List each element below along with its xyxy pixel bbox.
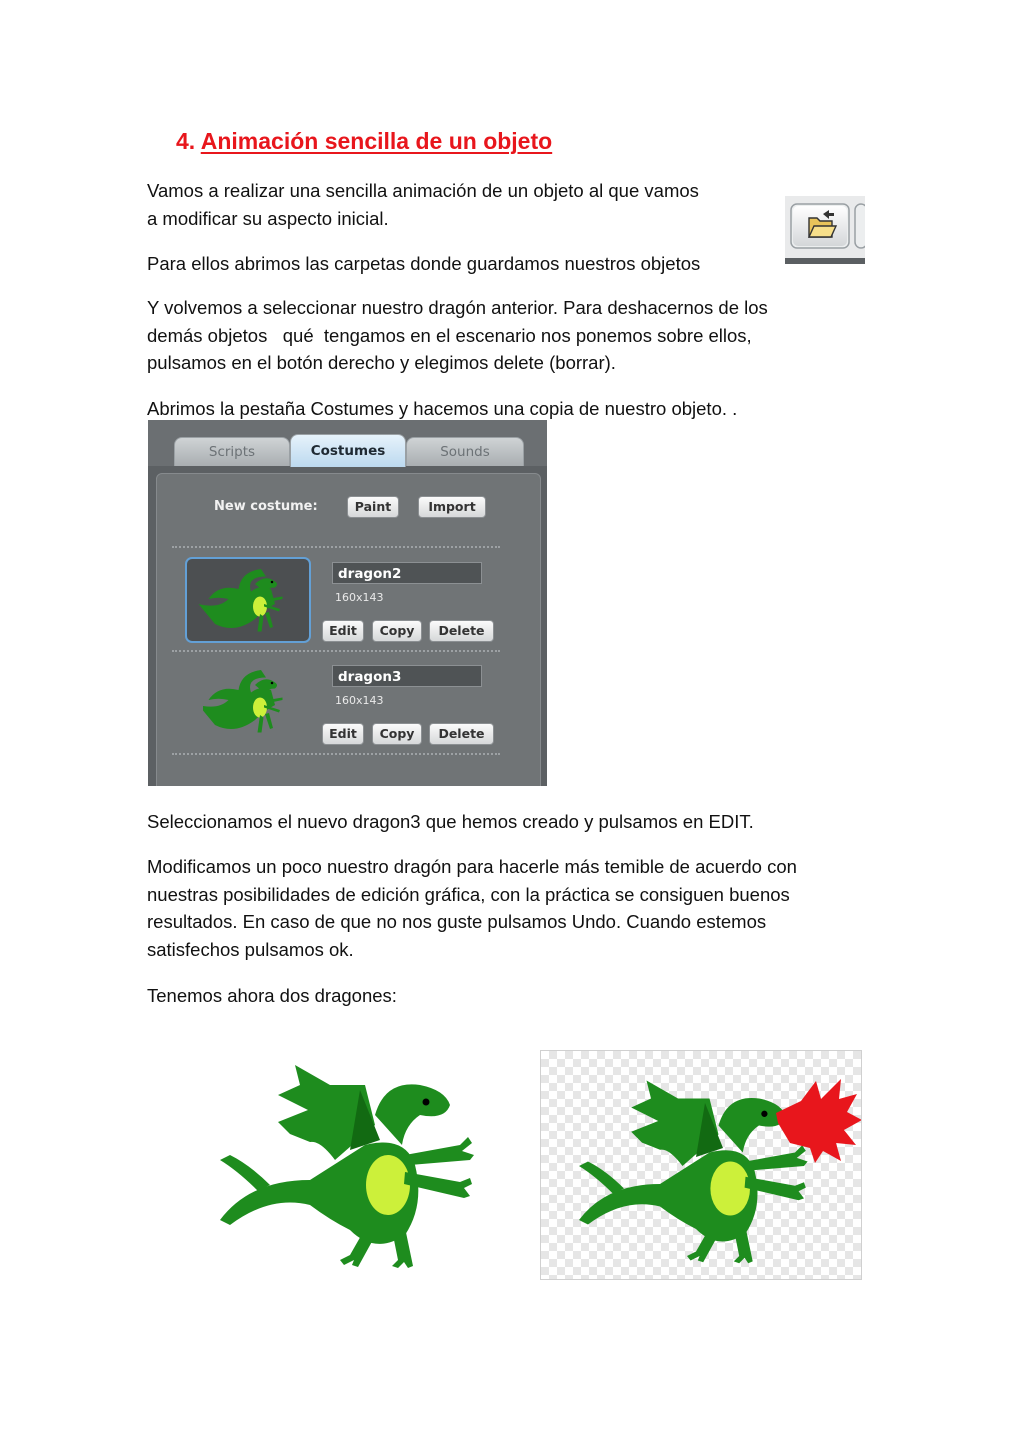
p6-line4: satisfechos pulsamos ok. [147, 938, 354, 960]
divider [172, 753, 500, 755]
p3-line3: pulsamos en el botón derecho y elegimos delete (borrar). [147, 352, 616, 373]
open-folder-button[interactable] [785, 196, 865, 264]
costume-size: 160x143 [335, 591, 384, 604]
p6-line3: resultados. En caso de que no nos guste pulsamos Undo. Cuando estemos [147, 911, 767, 932]
panel-tab-bar [148, 420, 547, 466]
dragon-sprite-icon [187, 559, 309, 641]
section-heading [176, 128, 552, 155]
costume-thumbnail-selected[interactable] [185, 557, 311, 643]
p6-line1: Modificamos un poco nuestro dragón para hacerle más temible de acuerdo con [147, 856, 797, 877]
dragon-sprite-icon [203, 665, 293, 735]
dragon-image-modified [540, 1050, 862, 1280]
import-button[interactable]: Import [418, 496, 486, 518]
costumes-panel [148, 420, 547, 786]
tab-sounds[interactable]: Sounds [406, 437, 524, 466]
costume-name-field[interactable]: dragon2 [332, 562, 482, 584]
dragon-image-original [200, 1060, 490, 1270]
copy-button[interactable]: Copy [372, 723, 422, 745]
edit-button[interactable]: Edit [322, 620, 364, 642]
paragraph-2: Para ellos abrimos las carpetas donde guardamos nuestros objetos [147, 253, 701, 274]
paragraph-1 [147, 177, 699, 232]
costume-thumbnail[interactable] [203, 665, 293, 735]
p6-line2: nuestras posibilidades de edición gráfica, con la práctica se consiguen buenos [147, 883, 790, 905]
heading-number: 4. [176, 128, 196, 154]
dragon-fire-icon [541, 1051, 861, 1279]
costume-size: 160x143 [335, 694, 384, 707]
delete-button[interactable]: Delete [429, 723, 494, 745]
paint-button[interactable]: Paint [347, 496, 399, 518]
tab-costumes[interactable]: Costumes [290, 434, 406, 467]
divider [172, 650, 500, 652]
costume-name-field[interactable]: dragon3 [332, 665, 482, 687]
p3-line2: demás objetos qué tengamos en el escenario nos ponemos sobre ellos, [147, 324, 752, 346]
paragraph-7: Tenemos ahora dos dragones: [147, 985, 397, 1006]
p1-line1: Vamos a realizar una sencilla animación de un objeto al que vamos [147, 180, 699, 201]
copy-button[interactable]: Copy [372, 620, 422, 642]
paragraph-6 [147, 853, 797, 963]
paragraph-5: Seleccionamos el nuevo dragon3 que hemos creado y pulsamos en EDIT. [147, 811, 754, 832]
divider [172, 546, 500, 548]
p3-line1: Y volvemos a seleccionar nuestro dragón anterior. Para deshacernos de los [147, 297, 768, 318]
heading-title: Animación sencilla de un objeto [200, 128, 553, 154]
dragon-icon [200, 1060, 490, 1270]
tab-scripts[interactable]: Scripts [174, 437, 290, 466]
p1-line2: a modificar su aspecto inicial. [147, 207, 389, 229]
paragraph-3 [147, 294, 768, 377]
edit-button[interactable]: Edit [322, 723, 364, 745]
paragraph-4: Abrimos la pestaña Costumes y hacemos una copia de nuestro objeto. . [147, 398, 738, 419]
delete-button[interactable]: Delete [429, 620, 494, 642]
new-costume-label: New costume: [214, 499, 318, 514]
